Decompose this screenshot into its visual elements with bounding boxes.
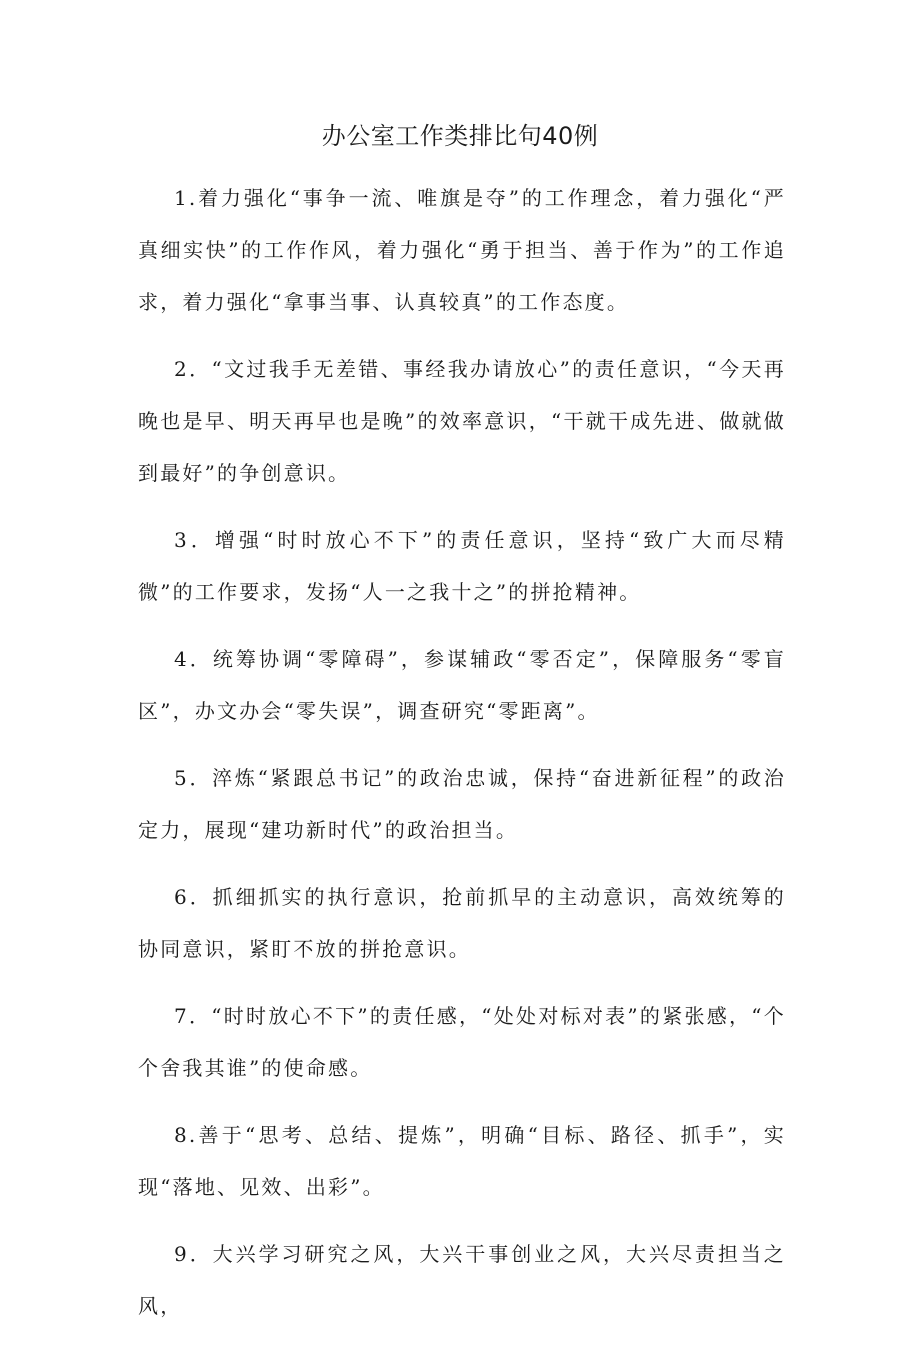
list-item: 1.着力强化“事争一流、唯旗是夺”的工作理念，着力强化“严真细实快”的工作作风，着力强化“勇于担当、善于作为”的工作追求，着力强化“拿事当事、认真较真”的工作态度。	[138, 186, 786, 314]
list-item: 2．“文过我手无差错、事经我办请放心”的责任意识，“今天再晚也是早、明天再早也是晚”的效率意识，“干就干成先进、做就做到最好”的争创意识。	[138, 357, 786, 485]
list-item: 7．“时时放心不下”的责任感，“处处对标对表”的紧张感，“个个舍我其谁”的使命感。	[138, 1004, 786, 1080]
list-item: 5．淬炼“紧跟总书记”的政治忠诚，保持“奋进新征程”的政治定力，展现“建功新时代”的政治担当。	[138, 766, 786, 842]
list-item: 6．抓细抓实的执行意识，抢前抓早的主动意识，高效统筹的协同意识，紧盯不放的拼抢意识。	[138, 885, 786, 961]
item-list	[138, 172, 786, 1347]
document-title: 办公室工作类排比句40例	[321, 122, 599, 150]
list-item: 3．增强“时时放心不下”的责任意识，坚持“致广大而尽精微”的工作要求，发扬“人一之我十之”的拼抢精神。	[138, 528, 786, 604]
list-item: 9．大兴学习研究之风，大兴干事创业之风，大兴尽责担当之风，	[138, 1242, 786, 1318]
list-item: 4．统筹协调“零障碍”，参谋辅政“零否定”，保障服务“零盲区”，办文办会“零失误”，调查研究“零距离”。	[138, 647, 786, 723]
list-item: 8.善于“思考、总结、提炼”，明确“目标、路径、抓手”，实现“落地、见效、出彩”。	[138, 1123, 786, 1199]
